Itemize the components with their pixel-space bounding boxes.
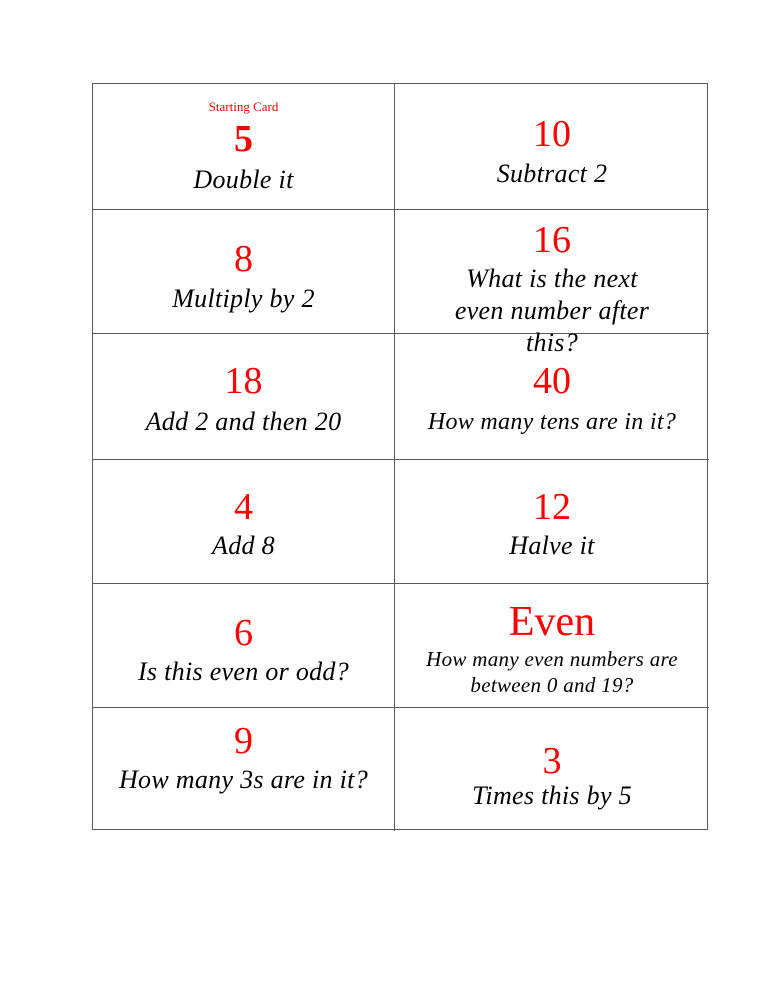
card-number: 3 bbox=[542, 740, 562, 782]
card-number: 12 bbox=[533, 486, 571, 528]
card bbox=[93, 460, 395, 584]
card-number: 9 bbox=[234, 720, 253, 762]
card-number: 10 bbox=[533, 113, 571, 155]
loop-card-grid bbox=[92, 83, 708, 830]
card-instruction: How many 3s are in it? bbox=[118, 765, 369, 794]
card-instruction: How many even numbers are between 0 and 19? bbox=[426, 647, 678, 697]
card bbox=[395, 334, 709, 460]
card-instruction: Multiply by 2 bbox=[172, 284, 315, 313]
starting-card-label: Starting Card bbox=[208, 99, 279, 114]
card-number: 5 bbox=[234, 118, 253, 160]
card bbox=[395, 708, 709, 831]
card bbox=[93, 210, 395, 334]
card-number: Even bbox=[508, 599, 596, 645]
card-instruction: Halve it bbox=[509, 531, 595, 560]
card-instruction: Add 2 and then 20 bbox=[145, 407, 342, 436]
card bbox=[395, 460, 709, 584]
card-instruction: Subtract 2 bbox=[496, 159, 608, 188]
card bbox=[395, 84, 709, 210]
card-instruction: What is the next even number after this? bbox=[454, 264, 650, 357]
card-instruction: Double it bbox=[193, 165, 294, 194]
card bbox=[93, 584, 395, 708]
card-instruction: Add 8 bbox=[212, 531, 275, 560]
card bbox=[395, 210, 709, 357]
card-number: 16 bbox=[533, 219, 571, 261]
card-instruction: Is this even or odd? bbox=[137, 657, 350, 686]
card-instruction: How many tens are in it? bbox=[427, 409, 677, 435]
card-number: 8 bbox=[234, 238, 253, 280]
card-number: 6 bbox=[234, 612, 253, 654]
card bbox=[395, 584, 709, 708]
card bbox=[93, 708, 395, 831]
card-number: 4 bbox=[234, 486, 253, 528]
card-number: 18 bbox=[224, 360, 263, 402]
card-instruction: Times this by 5 bbox=[472, 781, 632, 810]
card-starting bbox=[93, 84, 395, 210]
card-number: 40 bbox=[533, 360, 571, 402]
card bbox=[93, 334, 395, 460]
